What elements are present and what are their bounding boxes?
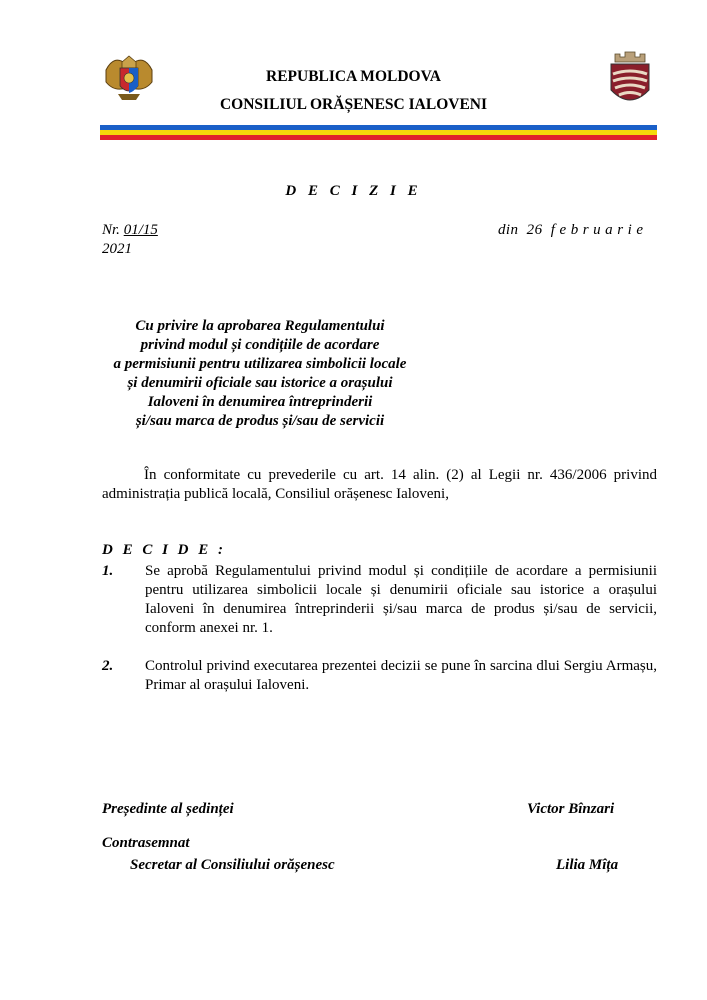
decision-subject bbox=[100, 317, 420, 431]
decision-year: 2021 bbox=[102, 241, 132, 257]
decision-item-2 bbox=[102, 657, 657, 695]
header-country: REPUBLICA MOLDOVA bbox=[266, 68, 441, 85]
stripe-red bbox=[100, 135, 657, 140]
document-title: D E C I Z I E bbox=[285, 183, 422, 199]
item-text: Controlul privind executarea prezentei decizii se pune în sarcina dlui Sergiu Armașu, Primar al orașului Ialoveni. bbox=[145, 658, 657, 693]
decision-item-1 bbox=[102, 562, 657, 638]
header-council: CONSILIUL ORĂȘENESC IALOVENI bbox=[219, 96, 488, 113]
preamble-text: În conformitate cu prevederile cu art. 14 alin. (2) al Legii nr. 436/2006 privind administrația publică locală, Consiliul orășenesc Ialoveni, bbox=[102, 467, 657, 502]
number-value: 01/15 bbox=[123, 222, 158, 238]
president-role: Președinte al ședinței bbox=[102, 801, 234, 817]
ialoveni-coat-of-arms-icon bbox=[603, 48, 657, 112]
preamble-paragraph bbox=[102, 466, 657, 504]
subject-line: Cu privire la aprobarea Regulamentului bbox=[135, 318, 385, 334]
decide-label: D E C I D E : bbox=[102, 542, 227, 558]
subject-line: a permisiunii pentru utilizarea simbolicii locale bbox=[113, 356, 407, 372]
subject-line: privind modul și condițiile de acordare bbox=[140, 337, 380, 353]
secretary-name: Lilia Mîța bbox=[556, 857, 619, 873]
decision-date: din 26 f e b r u a r i e bbox=[498, 222, 644, 238]
item-number: 1. bbox=[102, 563, 114, 579]
item-text: Se aprobă Regulamentului privind modul și condițiile de acordare a permisiunii pentru utilizarea simbolicii locale și denumirii oficiale sau istorice a orașului Ialoveni în denumirea întreprinderii și/sau marca de produs și/sau de servicii, conform anexei nr. 1. bbox=[145, 563, 657, 636]
subject-line: Ialoveni în denumirea întreprinderii bbox=[147, 394, 373, 410]
item-number: 2. bbox=[102, 658, 114, 674]
tricolor-stripes bbox=[100, 125, 657, 141]
countersigned-label: Contrasemnat bbox=[102, 835, 190, 851]
subject-line: și/sau marca de produs și/sau de servicii bbox=[135, 413, 385, 429]
subject-line: și denumirii oficiale sau istorice a orașului bbox=[127, 375, 393, 391]
number-prefix: Nr. bbox=[102, 222, 120, 238]
president-name: Victor Bînzari bbox=[527, 801, 615, 817]
secretary-role: Secretar al Consiliului orășenesc bbox=[130, 857, 335, 873]
decision-number bbox=[102, 222, 158, 239]
